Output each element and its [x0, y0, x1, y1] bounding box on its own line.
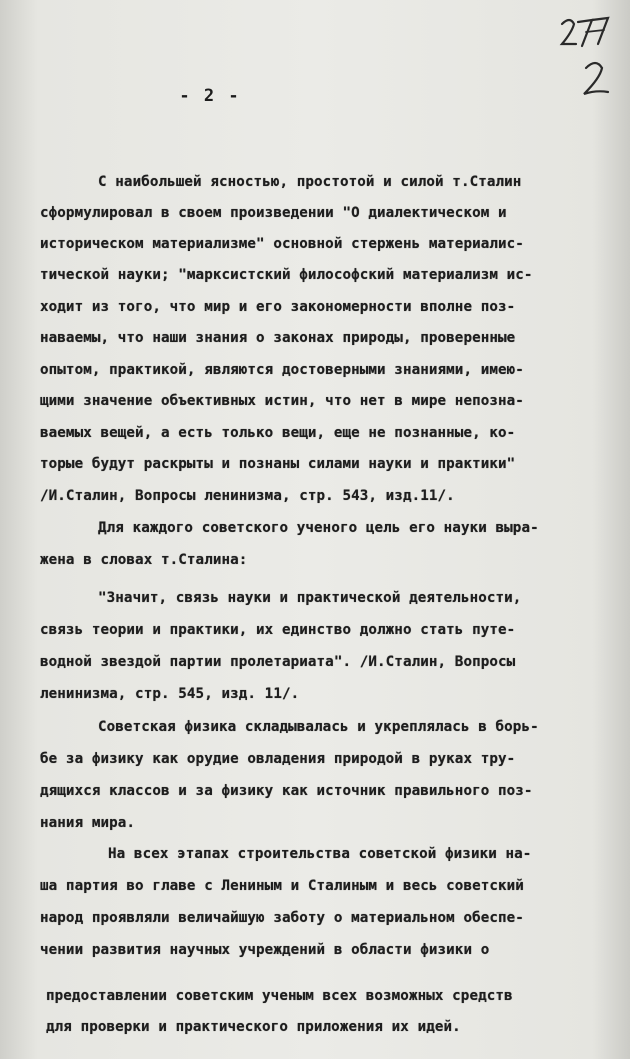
text-line: ходит из того, что мир и его закономерности вполне поз- — [40, 299, 516, 315]
text-line: водной звездой партии пролетариата". /И.Сталин, Вопросы — [40, 654, 516, 670]
text-line: торые будут раскрыты и познаны силами науки и практики" — [40, 456, 516, 472]
text-line: связь теории и практики, их единство должно стать путе- — [40, 622, 516, 638]
handwritten-sheet-number — [556, 12, 616, 98]
text-line: для проверки и практического приложения их идей. — [46, 1019, 461, 1035]
page-number: - 2 - — [179, 86, 241, 106]
text-line: "Значит, связь науки и практической деятельности, — [98, 590, 522, 606]
text-line: дящихся классов и за физику как источник правильного поз- — [40, 783, 533, 799]
text-line: сформулировал в своем произведении "О диалектическом и — [40, 205, 507, 221]
text-line: Для каждого советского ученого цель его науки выра- — [98, 520, 539, 536]
text-line: предоставлении советским ученым всех возможных средств — [46, 988, 513, 1004]
text-line: чении развития научных учреждений в области физики о — [40, 942, 490, 958]
text-line: опытом, практикой, являются достоверными знаниями, имею- — [40, 362, 524, 378]
text-line: ленинизма, стр. 545, изд. 11/. — [40, 686, 300, 702]
text-line: жена в словах т.Сталина: — [40, 552, 248, 568]
text-line: ваемых вещей, а есть только вещи, еще не познанные, ко- — [40, 425, 516, 441]
text-line: нания мира. — [40, 815, 136, 831]
text-line: Советская физика складывалась и укреплялась в борь- — [98, 719, 539, 735]
text-line: ша партия во главе с Лениным и Сталиным и весь советский — [40, 878, 524, 894]
text-line: С наибольшей ясностью, простотой и силой т.Сталин — [98, 174, 522, 190]
text-line: На всех этапах строительства советской физики на- — [108, 846, 532, 862]
text-line: народ проявляли величайшую заботу о материальном обеспе- — [40, 910, 524, 926]
text-line: историческом материализме" основной стержень материалис- — [40, 236, 524, 252]
handwritten-number-mark — [556, 12, 616, 98]
text-line: наваемы, что наши знания о законах природы, проверенные — [40, 330, 516, 346]
text-line: тической науки; "марксистский философский материализм ис- — [40, 267, 533, 283]
text-line: щими значение объективных истин, что нет в мире непознa- — [40, 393, 524, 409]
text-line: /И.Сталин, Вопросы ленинизма, стр. 543, изд.11/. — [40, 488, 455, 504]
text-line: бе за физику как орудие овладения природой в руках тру- — [40, 751, 516, 767]
